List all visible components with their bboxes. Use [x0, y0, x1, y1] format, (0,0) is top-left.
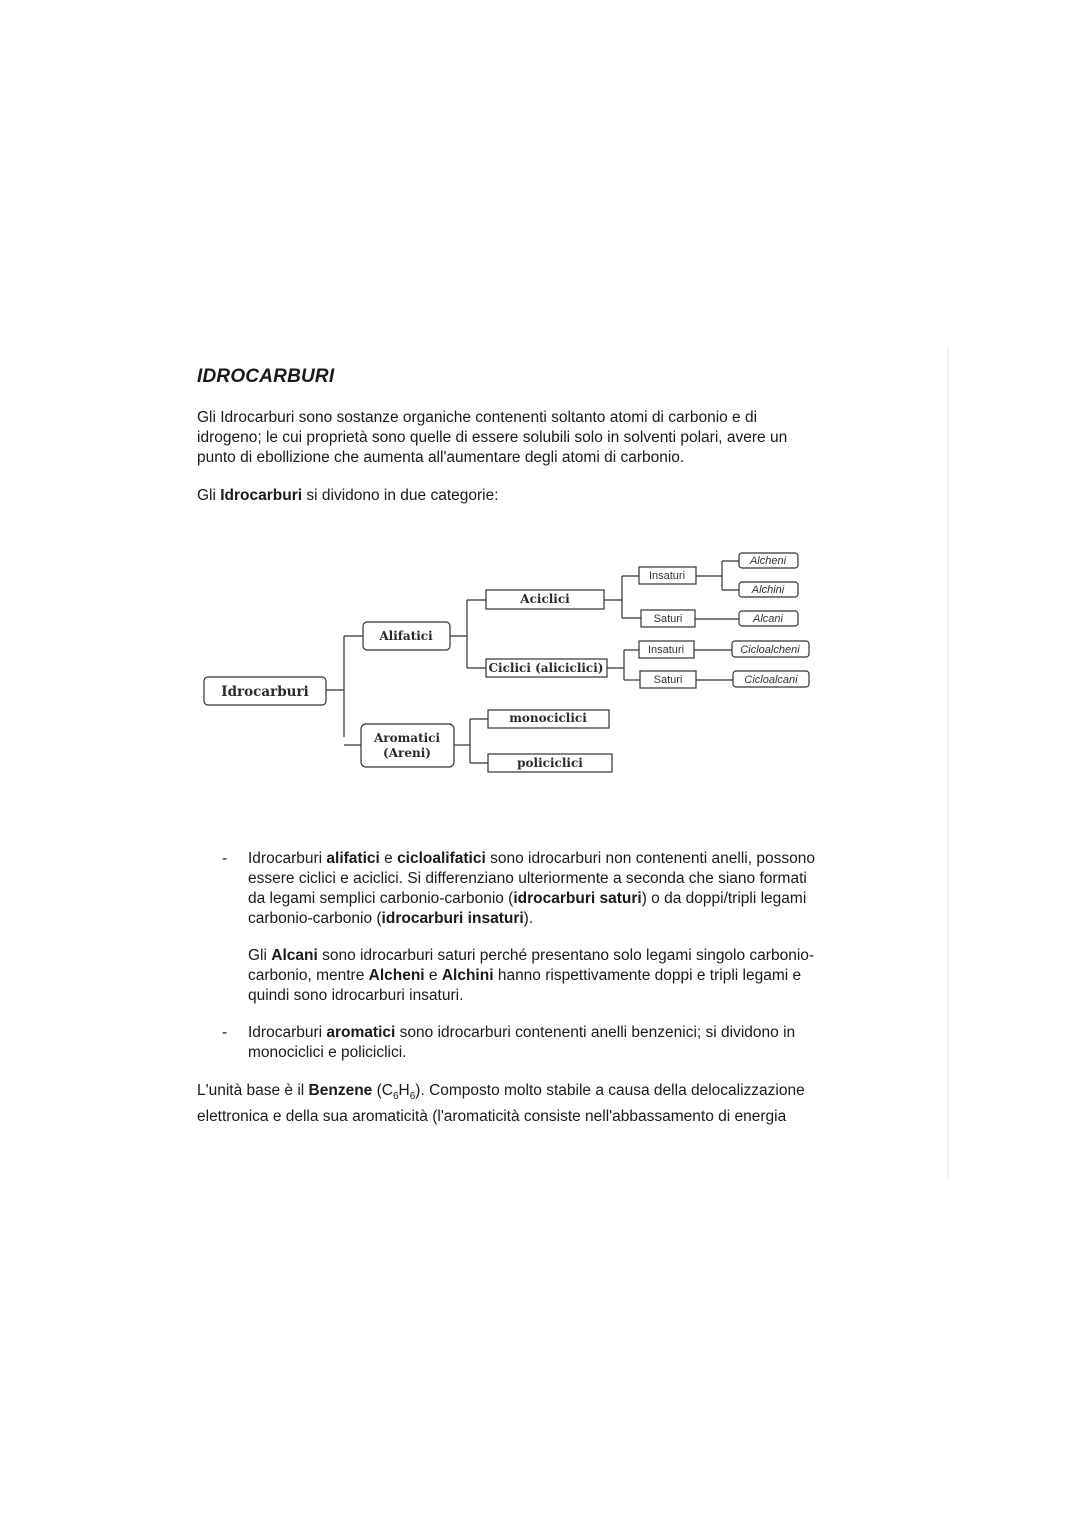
alcani-bold-1: Alcani [271, 947, 318, 964]
node-saturi-ciclici: Saturi [653, 674, 683, 686]
benzene-line-2: elettronica e della sua aromaticità (l'aromaticità consiste nell'abbassamento di energia [197, 1108, 787, 1126]
benzene-text-4: ). Composto molto stabile a causa della delocalizzazione [415, 1082, 805, 1099]
alcani-line2-bold-1: Alcheni [368, 967, 425, 984]
node-cicloalcani: Cicloalcani [744, 674, 798, 686]
alcani-line2-text-2: e [424, 967, 442, 984]
alcani-text-1: Gli [248, 947, 272, 964]
categories-intro-bold: Idrocarburi [220, 487, 303, 504]
node-cicloalcheni: Cicloalcheni [740, 644, 800, 656]
node-policiclici: policiclici [517, 756, 583, 770]
benzene-sub-1: 6 [392, 1091, 399, 1103]
alcani-line2-bold-2: Alchini [441, 967, 494, 984]
bullet1-line3-text-2: ) o da doppi/tripli legami [641, 890, 807, 907]
alcani-line2-text-3: hanno rispettivamente doppi e tripli legami e [493, 967, 802, 984]
bullet1-bold-2: cicloalifatici [397, 850, 486, 867]
alcani-line2-text: carbonio, mentre [248, 967, 369, 984]
node-idrocarburi: Idrocarburi [221, 684, 309, 700]
intro-line-3: punto di ebollizione che aumenta all'aumentare degli atomi di carbonio. [197, 449, 685, 466]
node-aromatici-line1: Aromatici [373, 731, 441, 745]
benzene-text-1: L'unità base è il [197, 1082, 309, 1099]
bullet1-text-2: e [379, 850, 398, 867]
bullet2-text-1: Idrocarburi [248, 1024, 327, 1041]
node-ciclici: Ciclici (aliciclici) [488, 661, 604, 675]
bullet2-text-2: sono idrocarburi contenenti anelli benzenici; si dividono in [395, 1024, 796, 1041]
bullet2-line-2: monociclici e policiclici. [248, 1044, 407, 1061]
benzene-paragraph [197, 1081, 877, 1127]
bullet-aromatici [248, 1023, 873, 1063]
bullet-alifatici [248, 849, 873, 929]
node-alcheni: Alcheni [749, 555, 787, 567]
intro-line-1: Gli Idrocarburi sono sostanze organiche contenenti soltanto atomi di carbonio e di [197, 409, 758, 426]
bullet1-line-2: essere ciclici e aciclici. Si differenziano ulteriormente a seconda che siano formati [248, 870, 807, 887]
node-alchini: Alchini [751, 584, 785, 596]
bullet-marker-2: - [222, 1024, 228, 1041]
bullet1-bold-1: alifatici [326, 850, 380, 867]
benzene-bold: Benzene [308, 1082, 373, 1099]
benzene-sub-2: 6 [409, 1091, 416, 1103]
node-alifatici: Alifatici [379, 629, 433, 643]
node-saturi-aciclici: Saturi [653, 613, 683, 625]
alcani-paragraph [248, 946, 873, 1006]
bullet1-text-1: Idrocarburi [248, 850, 327, 867]
bullet1-line4-text-2: ). [523, 910, 534, 927]
bullet1-line3-text: da legami semplici carbonio-carbonio ( [248, 890, 514, 907]
benzene-text-2: (C [372, 1082, 393, 1099]
categories-intro-suffix: si dividono in due categorie: [302, 487, 499, 504]
bullet-marker-1: - [222, 850, 228, 867]
categories-intro-prefix: Gli [197, 487, 221, 504]
bullet1-line4-bold: idrocarburi insaturi [381, 910, 524, 927]
intro-line-2: idrogeno; le cui proprietà sono quelle di essere solubili solo in solventi polari, avere un [197, 429, 788, 446]
node-aciclici: Aciclici [520, 592, 570, 606]
node-insaturi-aciclici: Insaturi [648, 570, 686, 582]
bullet1-text-3: sono idrocarburi non contenenti anelli, possono [485, 850, 815, 867]
node-insaturi-ciclici: Insaturi [647, 644, 685, 656]
alcani-text-2: sono idrocarburi saturi perché presentano solo legami singolo carbonio- [317, 947, 815, 964]
benzene-text-3: H [398, 1082, 410, 1099]
alcani-line-3: quindi sono idrocarburi insaturi. [248, 987, 464, 1004]
bullet1-line4-text: carbonio-carbonio ( [248, 910, 382, 927]
bullet2-bold-1: aromatici [326, 1024, 396, 1041]
page-title: IDROCARBURI [197, 366, 335, 387]
bullet1-line3-bold: idrocarburi saturi [513, 890, 642, 907]
node-monociclici: monociclici [509, 711, 587, 725]
node-aromatici-line2: (Areni) [383, 746, 431, 760]
node-alcani: Alcani [753, 613, 783, 625]
